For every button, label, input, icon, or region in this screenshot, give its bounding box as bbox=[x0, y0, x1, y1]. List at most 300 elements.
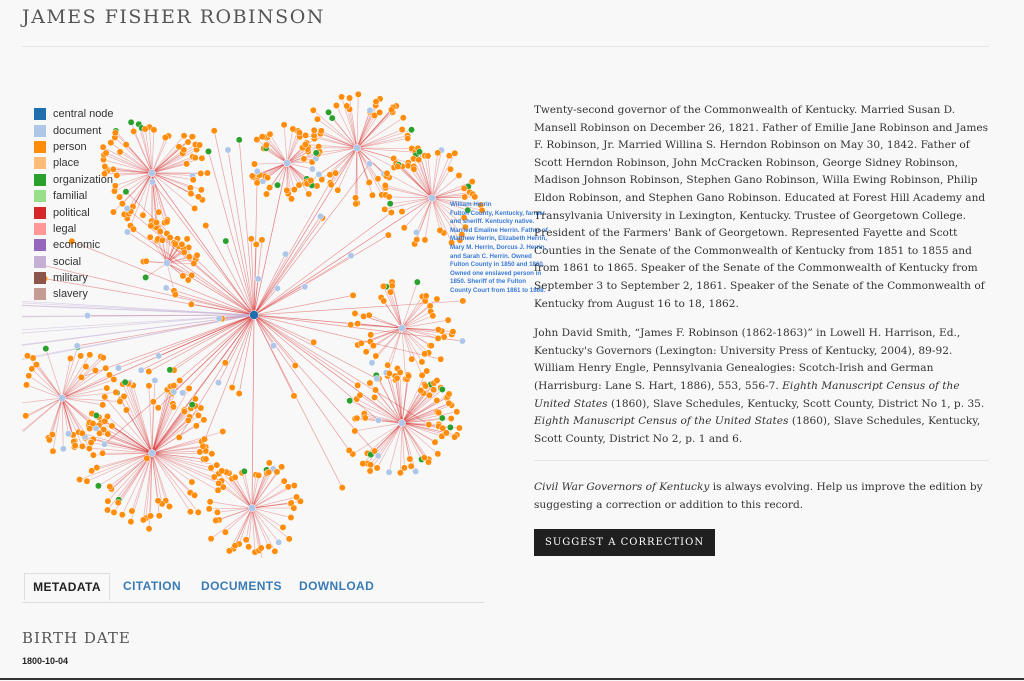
graph-node[interactable] bbox=[203, 222, 209, 228]
graph-node[interactable] bbox=[362, 415, 368, 421]
graph-node[interactable] bbox=[405, 373, 411, 379]
graph-node[interactable] bbox=[263, 191, 269, 197]
graph-node[interactable] bbox=[179, 241, 185, 247]
graph-node[interactable] bbox=[111, 509, 117, 515]
graph-node[interactable] bbox=[102, 418, 108, 424]
graph-node[interactable] bbox=[117, 149, 123, 155]
graph-node[interactable] bbox=[382, 206, 388, 212]
graph-node[interactable] bbox=[274, 469, 280, 475]
graph-node[interactable] bbox=[163, 285, 169, 291]
graph-node[interactable] bbox=[388, 209, 394, 215]
graph-node[interactable] bbox=[29, 366, 35, 372]
graph-node[interactable] bbox=[220, 428, 226, 434]
graph-node[interactable] bbox=[426, 392, 432, 398]
graph-node[interactable] bbox=[394, 375, 400, 381]
graph-node[interactable] bbox=[360, 313, 366, 319]
graph-node[interactable] bbox=[201, 436, 207, 442]
graph-node[interactable] bbox=[456, 425, 462, 431]
graph-node[interactable] bbox=[302, 284, 308, 290]
graph-node[interactable] bbox=[424, 368, 430, 374]
graph-node[interactable] bbox=[188, 191, 194, 197]
graph-node[interactable] bbox=[373, 98, 379, 104]
graph-node[interactable] bbox=[259, 133, 265, 139]
graph-node[interactable] bbox=[216, 315, 222, 321]
graph-node[interactable] bbox=[263, 142, 269, 148]
graph-node[interactable] bbox=[278, 464, 284, 470]
graph-node[interactable] bbox=[358, 340, 364, 346]
graph-node[interactable] bbox=[119, 511, 125, 517]
graph-node[interactable] bbox=[84, 312, 90, 318]
graph-node[interactable] bbox=[354, 415, 360, 421]
graph-node[interactable] bbox=[367, 380, 373, 386]
graph-node[interactable] bbox=[129, 508, 135, 514]
graph-node[interactable] bbox=[189, 401, 195, 407]
graph-node[interactable] bbox=[366, 179, 372, 185]
graph-node[interactable] bbox=[232, 474, 238, 480]
graph-node[interactable] bbox=[167, 234, 173, 240]
graph-node[interactable] bbox=[123, 407, 129, 413]
graph-node[interactable] bbox=[448, 415, 454, 421]
graph-node[interactable] bbox=[353, 144, 360, 151]
graph-node[interactable] bbox=[167, 367, 173, 373]
graph-node[interactable] bbox=[23, 413, 29, 419]
graph-node[interactable] bbox=[459, 338, 465, 344]
graph-node[interactable] bbox=[215, 379, 221, 385]
graph-node[interactable] bbox=[236, 390, 242, 396]
graph-node[interactable] bbox=[78, 374, 84, 380]
graph-node[interactable] bbox=[200, 443, 206, 449]
graph-node[interactable] bbox=[375, 453, 381, 459]
graph-node[interactable] bbox=[147, 513, 153, 519]
graph-node[interactable] bbox=[274, 285, 280, 291]
graph-node[interactable] bbox=[302, 141, 308, 147]
graph-node[interactable] bbox=[214, 462, 220, 468]
graph-node[interactable] bbox=[348, 252, 354, 258]
graph-node[interactable] bbox=[107, 483, 113, 489]
graph-node[interactable] bbox=[401, 465, 407, 471]
graph-node[interactable] bbox=[128, 119, 134, 125]
graph-node[interactable] bbox=[310, 107, 316, 113]
graph-node[interactable] bbox=[446, 391, 452, 397]
graph-node[interactable] bbox=[187, 509, 193, 515]
graph-node[interactable] bbox=[179, 390, 185, 396]
graph-node[interactable] bbox=[347, 397, 353, 403]
graph-node[interactable] bbox=[254, 180, 260, 186]
graph-node[interactable] bbox=[290, 126, 296, 132]
graph-node[interactable] bbox=[409, 356, 415, 362]
graph-node[interactable] bbox=[115, 365, 121, 371]
graph-node[interactable] bbox=[86, 445, 92, 451]
graph-node[interactable] bbox=[353, 201, 359, 207]
graph-node[interactable] bbox=[181, 408, 187, 414]
graph-node[interactable] bbox=[92, 367, 98, 373]
graph-node[interactable] bbox=[375, 417, 381, 423]
graph-node[interactable] bbox=[310, 339, 316, 345]
graph-node[interactable] bbox=[347, 322, 353, 328]
graph-node[interactable] bbox=[76, 476, 82, 482]
graph-node[interactable] bbox=[103, 365, 109, 371]
graph-node[interactable] bbox=[155, 405, 161, 411]
graph-node[interactable] bbox=[201, 417, 207, 423]
graph-node[interactable] bbox=[223, 238, 229, 244]
graph-node[interactable] bbox=[384, 170, 390, 176]
graph-node[interactable] bbox=[128, 518, 134, 524]
graph-node[interactable] bbox=[416, 149, 422, 155]
graph-node[interactable] bbox=[437, 227, 443, 233]
graph-node[interactable] bbox=[281, 478, 287, 484]
graph-node[interactable] bbox=[423, 293, 429, 299]
tab-metadata[interactable]: METADATA bbox=[24, 573, 110, 601]
graph-node[interactable] bbox=[421, 454, 427, 460]
graph-node[interactable] bbox=[314, 116, 320, 122]
graph-node[interactable] bbox=[226, 548, 232, 554]
graph-node[interactable] bbox=[211, 128, 217, 134]
graph-node[interactable] bbox=[270, 342, 276, 348]
graph-node[interactable] bbox=[183, 161, 189, 167]
graph-node[interactable] bbox=[122, 379, 128, 385]
graph-node[interactable] bbox=[414, 279, 420, 285]
graph-node[interactable] bbox=[191, 492, 197, 498]
graph-node[interactable] bbox=[375, 176, 381, 182]
graph-node[interactable] bbox=[288, 196, 294, 202]
graph-node[interactable] bbox=[208, 535, 214, 541]
graph-node[interactable] bbox=[203, 456, 209, 462]
graph-node[interactable] bbox=[225, 147, 231, 153]
graph-node[interactable] bbox=[384, 362, 390, 368]
graph-node[interactable] bbox=[26, 373, 32, 379]
graph-node[interactable] bbox=[163, 259, 170, 266]
graph-node[interactable] bbox=[123, 189, 129, 195]
graph-node[interactable] bbox=[199, 155, 205, 161]
graph-node[interactable] bbox=[425, 153, 431, 159]
graph-node[interactable] bbox=[100, 426, 106, 432]
graph-node[interactable] bbox=[338, 94, 344, 100]
graph-node[interactable] bbox=[434, 296, 440, 302]
graph-node[interactable] bbox=[90, 420, 96, 426]
graph-node[interactable] bbox=[332, 170, 338, 176]
graph-node[interactable] bbox=[436, 409, 442, 415]
graph-node[interactable] bbox=[355, 91, 361, 97]
graph-node[interactable] bbox=[184, 236, 190, 242]
graph-node[interactable] bbox=[180, 273, 186, 279]
graph-node[interactable] bbox=[398, 419, 405, 426]
graph-node[interactable] bbox=[317, 213, 323, 219]
graph-node[interactable] bbox=[412, 468, 418, 474]
graph-node[interactable] bbox=[367, 107, 373, 113]
graph-node[interactable] bbox=[281, 122, 287, 128]
graph-node[interactable] bbox=[142, 274, 148, 280]
graph-node[interactable] bbox=[432, 439, 438, 445]
graph-node[interactable] bbox=[426, 421, 432, 427]
graph-node[interactable] bbox=[162, 134, 168, 140]
graph-node[interactable] bbox=[387, 289, 393, 295]
graph-node[interactable] bbox=[266, 184, 272, 190]
graph-node[interactable] bbox=[288, 514, 294, 520]
tab-download[interactable]: DOWNLOAD bbox=[299, 579, 375, 593]
graph-node[interactable] bbox=[106, 372, 112, 378]
graph-node[interactable] bbox=[142, 126, 148, 132]
graph-node[interactable] bbox=[291, 186, 297, 192]
graph-node[interactable] bbox=[389, 283, 395, 289]
graph-node[interactable] bbox=[94, 464, 100, 470]
graph-node[interactable] bbox=[146, 368, 152, 374]
graph-node[interactable] bbox=[296, 129, 302, 135]
graph-node[interactable] bbox=[382, 182, 388, 188]
graph-node[interactable] bbox=[49, 431, 55, 437]
graph-node[interactable] bbox=[291, 482, 297, 488]
graph-node[interactable] bbox=[387, 200, 393, 206]
graph-node[interactable] bbox=[398, 324, 405, 331]
graph-node[interactable] bbox=[24, 353, 30, 359]
graph-node[interactable] bbox=[430, 386, 436, 392]
graph-node[interactable] bbox=[416, 157, 422, 163]
graph-node[interactable] bbox=[116, 194, 122, 200]
graph-node[interactable] bbox=[236, 137, 242, 143]
graph-node[interactable] bbox=[186, 254, 192, 260]
graph-node[interactable] bbox=[95, 483, 101, 489]
graph-node[interactable] bbox=[367, 468, 373, 474]
graph-node[interactable] bbox=[148, 449, 155, 456]
graph-node[interactable] bbox=[350, 292, 356, 298]
graph-node[interactable] bbox=[143, 258, 149, 264]
graph-node[interactable] bbox=[159, 237, 165, 243]
graph-node[interactable] bbox=[181, 249, 187, 255]
graph-node[interactable] bbox=[192, 396, 198, 402]
network-graph[interactable] bbox=[22, 88, 548, 558]
graph-node[interactable] bbox=[213, 517, 219, 523]
graph-node[interactable] bbox=[386, 194, 392, 200]
graph-node[interactable] bbox=[151, 127, 157, 133]
graph-node[interactable] bbox=[211, 474, 217, 480]
graph-node[interactable] bbox=[339, 484, 345, 490]
graph-node[interactable] bbox=[87, 352, 93, 358]
graph-node[interactable] bbox=[284, 187, 290, 193]
graph-node[interactable] bbox=[193, 423, 199, 429]
graph-node[interactable] bbox=[248, 236, 254, 242]
graph-node[interactable] bbox=[414, 236, 420, 242]
graph-node[interactable] bbox=[367, 462, 373, 468]
graph-node[interactable] bbox=[191, 205, 197, 211]
graph-node[interactable] bbox=[462, 194, 468, 200]
graph-node[interactable] bbox=[413, 229, 419, 235]
graph-node[interactable] bbox=[255, 472, 261, 478]
graph-node[interactable] bbox=[372, 387, 378, 393]
graph-node[interactable] bbox=[434, 377, 440, 383]
graph-node[interactable] bbox=[186, 385, 192, 391]
graph-node[interactable] bbox=[308, 177, 314, 183]
graph-node[interactable] bbox=[104, 507, 110, 513]
graph-node[interactable] bbox=[419, 359, 425, 365]
graph-node[interactable] bbox=[318, 128, 324, 134]
graph-node[interactable] bbox=[446, 400, 452, 406]
graph-node[interactable] bbox=[214, 509, 220, 515]
graph-node[interactable] bbox=[198, 187, 204, 193]
graph-node[interactable] bbox=[286, 536, 292, 542]
graph-node[interactable] bbox=[222, 360, 228, 366]
graph-node[interactable] bbox=[153, 219, 159, 225]
graph-node[interactable] bbox=[386, 469, 392, 475]
graph-node[interactable] bbox=[196, 142, 202, 148]
graph-node[interactable] bbox=[195, 194, 201, 200]
graph-node[interactable] bbox=[282, 251, 288, 257]
graph-node[interactable] bbox=[418, 387, 424, 393]
graph-node[interactable] bbox=[254, 168, 260, 174]
graph-node[interactable] bbox=[357, 392, 363, 398]
graph-node[interactable] bbox=[437, 356, 443, 362]
graph-node[interactable] bbox=[58, 394, 65, 401]
graph-node[interactable] bbox=[77, 353, 83, 359]
graph-node[interactable] bbox=[306, 191, 312, 197]
graph-node[interactable] bbox=[447, 424, 453, 430]
graph-node[interactable] bbox=[291, 393, 297, 399]
graph-node[interactable] bbox=[189, 479, 195, 485]
graph-node[interactable] bbox=[166, 503, 172, 509]
graph-node[interactable] bbox=[140, 212, 146, 218]
graph-node[interactable] bbox=[105, 498, 111, 504]
graph-node[interactable] bbox=[181, 147, 187, 153]
graph-node[interactable] bbox=[421, 351, 427, 357]
graph-node[interactable] bbox=[311, 127, 317, 133]
graph-node[interactable] bbox=[219, 468, 225, 474]
graph-node[interactable] bbox=[443, 430, 449, 436]
graph-node[interactable] bbox=[93, 412, 99, 418]
graph-node[interactable] bbox=[454, 409, 460, 415]
graph-node[interactable] bbox=[156, 353, 162, 359]
graph-node[interactable] bbox=[366, 312, 372, 318]
graph-node[interactable] bbox=[381, 298, 387, 304]
graph-node[interactable] bbox=[72, 442, 78, 448]
graph-node[interactable] bbox=[363, 349, 369, 355]
graph-node[interactable] bbox=[176, 377, 182, 383]
graph-node[interactable] bbox=[74, 343, 80, 349]
graph-node[interactable] bbox=[209, 451, 215, 457]
suggest-correction-button[interactable]: SUGGEST A CORRECTION bbox=[534, 529, 715, 556]
graph-node[interactable] bbox=[83, 363, 89, 369]
graph-node[interactable] bbox=[197, 449, 203, 455]
graph-node[interactable] bbox=[148, 169, 155, 176]
graph-node[interactable] bbox=[90, 452, 96, 458]
graph-node[interactable] bbox=[195, 509, 201, 515]
graph-node[interactable] bbox=[157, 228, 163, 234]
graph-node[interactable] bbox=[366, 161, 372, 167]
graph-node[interactable] bbox=[325, 109, 331, 115]
graph-node[interactable] bbox=[185, 277, 191, 283]
graph-node[interactable] bbox=[411, 166, 417, 172]
graph-node[interactable] bbox=[88, 439, 94, 445]
graph-node[interactable] bbox=[354, 320, 360, 326]
tab-citation[interactable]: CITATION bbox=[123, 579, 182, 593]
graph-node[interactable] bbox=[333, 102, 339, 108]
graph-node[interactable] bbox=[60, 446, 66, 452]
graph-node[interactable] bbox=[146, 383, 152, 389]
graph-node[interactable] bbox=[124, 229, 130, 235]
graph-node[interactable] bbox=[369, 360, 375, 366]
graph-node[interactable] bbox=[346, 95, 352, 101]
graph-node[interactable] bbox=[23, 382, 29, 388]
graph-node[interactable] bbox=[435, 335, 441, 341]
graph-node[interactable] bbox=[156, 209, 162, 215]
graph-node[interactable] bbox=[123, 141, 129, 147]
graph-node[interactable] bbox=[150, 399, 156, 405]
graph-node[interactable] bbox=[176, 434, 182, 440]
graph-node[interactable] bbox=[124, 205, 130, 211]
graph-node[interactable] bbox=[241, 468, 247, 474]
graph-node[interactable] bbox=[114, 172, 120, 178]
graph-node[interactable] bbox=[346, 447, 352, 453]
graph-node[interactable] bbox=[115, 500, 121, 506]
graph-node[interactable] bbox=[407, 456, 413, 462]
graph-node[interactable] bbox=[243, 536, 249, 542]
graph-node[interactable] bbox=[267, 131, 273, 137]
graph-node[interactable] bbox=[422, 383, 428, 389]
graph-node[interactable] bbox=[79, 443, 85, 449]
graph-node[interactable] bbox=[404, 135, 410, 141]
graph-node[interactable] bbox=[190, 177, 196, 183]
graph-node[interactable] bbox=[461, 185, 467, 191]
graph-node[interactable] bbox=[352, 428, 358, 434]
graph-node[interactable] bbox=[280, 524, 286, 530]
graph-node[interactable] bbox=[301, 156, 307, 162]
graph-node[interactable] bbox=[249, 173, 255, 179]
graph-node[interactable] bbox=[456, 172, 462, 178]
tab-documents[interactable]: DOCUMENTS bbox=[201, 579, 282, 593]
graph-node[interactable] bbox=[376, 109, 382, 115]
graph-node[interactable] bbox=[445, 317, 451, 323]
graph-node[interactable] bbox=[232, 543, 238, 549]
graph-node[interactable] bbox=[329, 115, 335, 121]
graph-node[interactable] bbox=[335, 187, 341, 193]
graph-node[interactable] bbox=[194, 252, 200, 258]
graph-node[interactable] bbox=[250, 311, 259, 320]
graph-node[interactable] bbox=[65, 431, 71, 437]
graph-node[interactable] bbox=[428, 342, 434, 348]
graph-node[interactable] bbox=[435, 150, 441, 156]
graph-node[interactable] bbox=[164, 219, 170, 225]
graph-node[interactable] bbox=[113, 389, 119, 395]
graph-node[interactable] bbox=[451, 434, 457, 440]
graph-node[interactable] bbox=[84, 478, 90, 484]
graph-node[interactable] bbox=[117, 398, 123, 404]
graph-node[interactable] bbox=[130, 226, 136, 232]
graph-node[interactable] bbox=[370, 342, 376, 348]
graph-node[interactable] bbox=[434, 397, 440, 403]
graph-node[interactable] bbox=[388, 107, 394, 113]
graph-node[interactable] bbox=[147, 234, 153, 240]
graph-node[interactable] bbox=[283, 159, 290, 166]
graph-node[interactable] bbox=[399, 208, 405, 214]
graph-node[interactable] bbox=[460, 298, 466, 304]
graph-node[interactable] bbox=[274, 182, 280, 188]
graph-node[interactable] bbox=[172, 291, 178, 297]
graph-node[interactable] bbox=[380, 283, 386, 289]
graph-node[interactable] bbox=[189, 134, 195, 140]
graph-node[interactable] bbox=[441, 334, 447, 340]
graph-node[interactable] bbox=[469, 178, 475, 184]
graph-node[interactable] bbox=[285, 484, 291, 490]
graph-node[interactable] bbox=[374, 465, 380, 471]
graph-node[interactable] bbox=[208, 465, 214, 471]
graph-node[interactable] bbox=[395, 163, 401, 169]
graph-node[interactable] bbox=[130, 128, 136, 134]
graph-node[interactable] bbox=[373, 353, 379, 359]
graph-node[interactable] bbox=[316, 171, 322, 177]
graph-node[interactable] bbox=[149, 179, 155, 185]
graph-node[interactable] bbox=[292, 362, 298, 368]
graph-node[interactable] bbox=[99, 402, 105, 408]
graph-node[interactable] bbox=[428, 194, 435, 201]
graph-node[interactable] bbox=[191, 260, 197, 266]
graph-node[interactable] bbox=[152, 377, 158, 383]
